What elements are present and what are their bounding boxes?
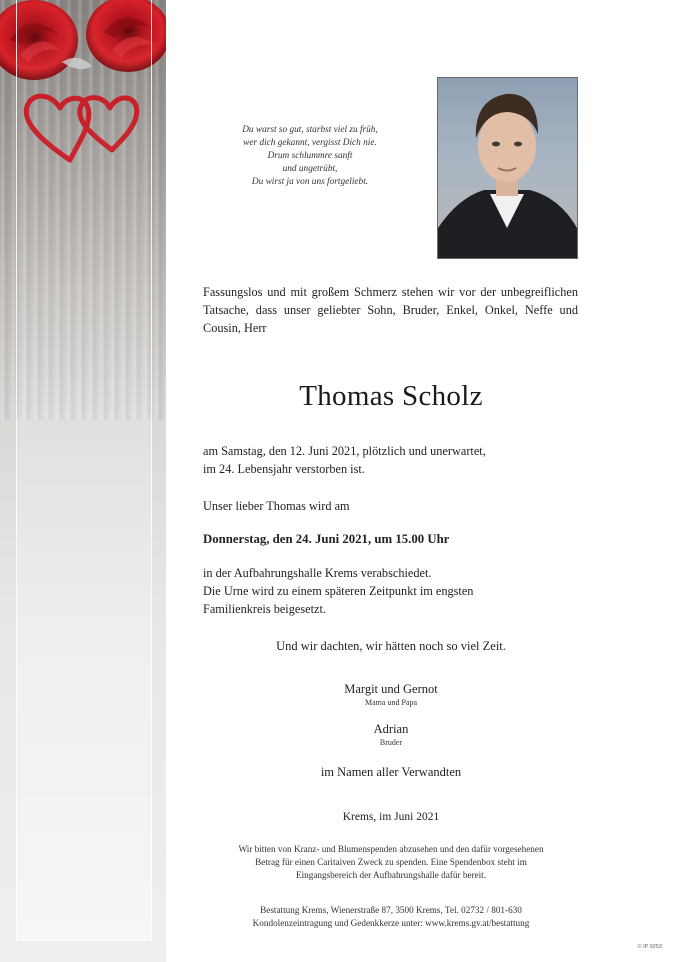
deceased-name: Thomas Scholz <box>299 380 483 412</box>
poem-line: Drum schlummre sanft <box>267 151 353 161</box>
relatives-line: im Namen aller Verwandten <box>320 765 462 779</box>
footer-website: Kondolenzeintragung und Gedenkkerze unter: www.krems.gv.at/bestattung <box>252 918 530 928</box>
death-age-line: im 24. Lebensjahr verstorben ist. <box>203 462 365 476</box>
death-info <box>203 442 583 478</box>
poem <box>196 124 424 189</box>
death-date-line: am Samstag, den 12. Juni 2021, plötzlich und unerwartet, <box>203 444 486 458</box>
mourner-relation: Mama und Papa <box>365 698 417 707</box>
mourner-name: Adrian <box>373 722 409 736</box>
ceremony-line: in der Aufbahrungshalle Krems verabschiedet. <box>203 566 432 580</box>
donation-line: Betrag für einen Caritaiven Zweck zu spenden. Eine Spendenbox steht im <box>255 857 527 867</box>
donation-notice <box>196 843 586 882</box>
print-code: © IP 9253 <box>637 944 662 950</box>
ceremony-info <box>203 564 583 618</box>
footer-address: Bestattung Krems, Wienerstraße 87, 3500 Krems, Tel. 02732 / 801-630 <box>260 905 522 915</box>
ceremony-date: Donnerstag, den 24. Juni 2021, um 15.00 Uhr <box>203 532 450 546</box>
donation-line: Eingangsbereich der Aufbahrungshalle dafür bereit. <box>295 870 487 880</box>
ceremony-line: Die Urne wird zu einem späteren Zeitpunkt im engsten <box>203 584 474 598</box>
poem-line: und ungetrübt, <box>282 164 338 174</box>
portrait-photo <box>437 77 578 259</box>
place-date: Krems, im Juni 2021 <box>342 811 440 823</box>
mourner-name: Margit und Gernot <box>344 682 438 696</box>
panel-frame <box>16 0 152 941</box>
ceremony-line: Familienkreis beigesetzt. <box>203 602 326 616</box>
farewell-intro: Unser lieber Thomas wird am <box>203 499 350 513</box>
mourner-relation: Bruder <box>379 738 403 747</box>
portrait-illustration <box>438 78 577 258</box>
funeral-home-footer <box>196 904 586 930</box>
announcement-intro: Fassungslos und mit großem Schmerz stehen wir vor der unbegreiflichen Tatsache, dass unser geliebter Sohn, Bruder, Enkel, Onkel, Neffe und Cousin, Herr <box>203 285 578 335</box>
poem-line: Du warst so gut, starbst viel zu früh, <box>242 125 378 135</box>
poem-line: wer dich gekannt, vergisst Dich nie. <box>243 138 377 148</box>
poem-line: Du wirst ja von uns fortgeliebt. <box>251 177 369 187</box>
closing-quote: Und wir dachten, wir hätten noch so viel Zeit. <box>276 639 506 653</box>
decorative-side-panel <box>0 0 166 962</box>
donation-line: Wir bitten von Kranz- und Blumenspenden abzusehen und den dafür vorgesehenen <box>238 844 544 854</box>
